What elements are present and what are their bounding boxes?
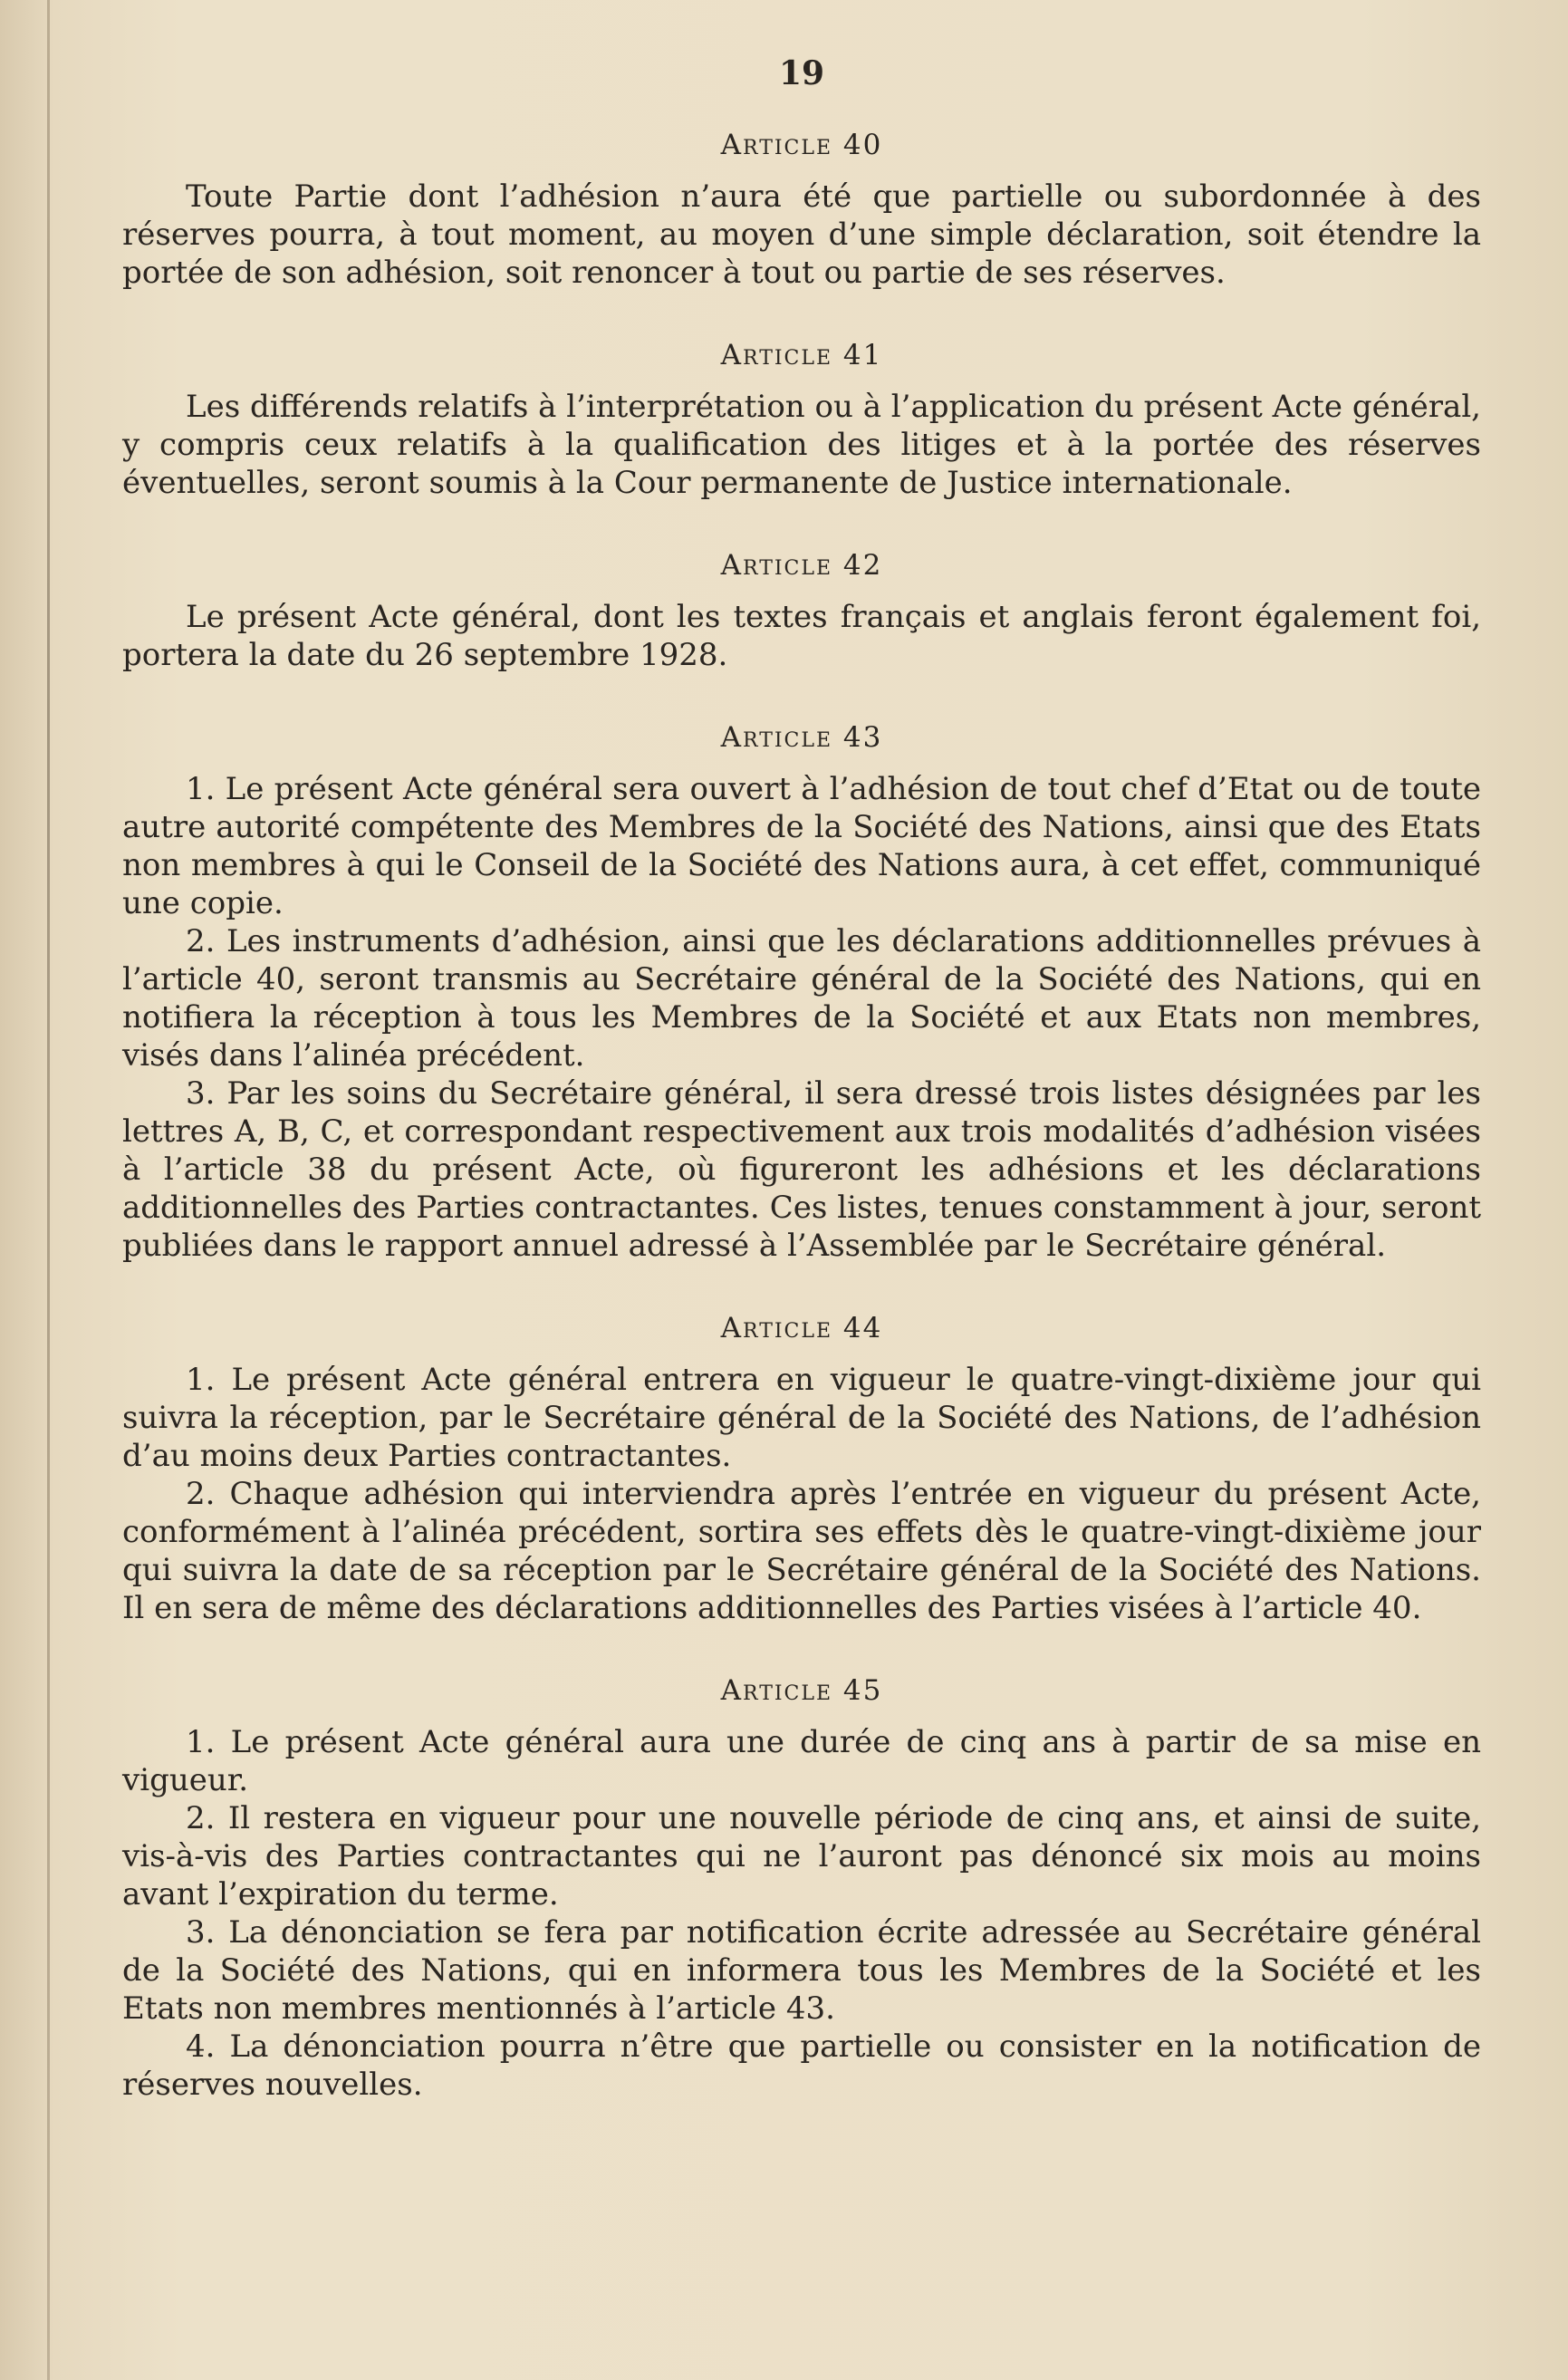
article-heading: Article 41 <box>720 339 883 371</box>
article-paragraph: 2. Chaque adhésion qui interviendra après l’entrée en vigueur du présent Acte, conformément à l’alinéa précédent, sortira ses effets dès le quatre-vingt-dixième jour qui suivra la date de sa réception par le Secrétaire général de la Société des Nations. Il en sera de même des déclarations additionnelles des Parties visées à l’article 40. <box>122 1476 1481 1626</box>
article-paragraph: Le présent Acte général, dont les textes français et anglais feront également foi, portera la date du 26 septembre 1928. <box>122 599 1481 673</box>
binding-gutter <box>47 0 50 2380</box>
article-40 <box>122 129 1481 292</box>
article-42 <box>122 549 1481 674</box>
article-heading: Article 43 <box>720 721 883 754</box>
article-paragraph: 1. Le présent Acte général aura une durée de cinq ans à partir de sa mise en vigueur. <box>122 1724 1481 1798</box>
article-paragraph: 3. La dénonciation se fera par notification écrite adressée au Secrétaire général de la Société des Nations, qui en informera tous les Membres de la Société et les Etats non membres mentionnés à l’article 43. <box>122 1914 1481 2027</box>
page-number: 19 <box>778 54 825 92</box>
article-heading: Article 42 <box>720 549 883 582</box>
article-45 <box>122 1674 1481 2104</box>
article-paragraph: Toute Partie dont l’adhésion n’aura été que partielle ou subordonnée à des réserves pourra, à tout moment, au moyen d’une simple déclaration, soit étendre la portée de son adhésion, soit renoncer à tout ou partie de ses réserves. <box>122 178 1481 291</box>
article-paragraph: 4. La dénonciation pourra n’être que partielle ou consister en la notification de réserves nouvelles. <box>122 2028 1481 2103</box>
article-paragraph: Les différends relatifs à l’interprétation ou à l’application du présent Acte général, y compris ceux relatifs à la qualification des litiges et à la portée des réserves éventuelles, seront soumis à la Cour permanente de Justice internationale. <box>122 389 1481 501</box>
article-heading: Article 44 <box>720 1312 883 1344</box>
article-paragraph: 2. Les instruments d’adhésion, ainsi que les déclarations additionnelles prévues à l’article 40, seront transmis au Secrétaire général de la Société des Nations, qui en notifiera la réception à tous les Membres de la Société et aux Etats non membres, visés dans l’alinéa précédent. <box>122 923 1481 1074</box>
article-heading: Article 40 <box>720 129 883 161</box>
article-43 <box>122 721 1481 1265</box>
article-paragraph: 2. Il restera en vigueur pour une nouvelle période de cinq ans, et ainsi de suite, vis-à-vis des Parties contractantes qui ne l’auront pas dénoncé six mois au moins avant l’expiration du terme. <box>122 1800 1481 1913</box>
article-41 <box>122 339 1481 502</box>
article-paragraph: 1. Le présent Acte général sera ouvert à l’adhésion de tout chef d’Etat ou de toute autre autorité compétente des Membres de la Société des Nations, ainsi que des Etats non membres à qui le Conseil de la Société des Nations aura, à cet effet, communiqué une copie. <box>122 771 1481 921</box>
article-44 <box>122 1312 1481 1627</box>
article-paragraph: 3. Par les soins du Secrétaire général, il sera dressé trois listes désignées par les lettres A, B, C, et correspondant respectivement aux trois modalités d’adhésion visées à l’article 38 du présent Acte, où figureront les adhésions et les déclarations additionnelles des Parties contractantes. Ces listes, tenues constamment à jour, seront publiées dans le rapport annuel adressé à l’Assemblée par le Secrétaire général. <box>122 1075 1481 1264</box>
article-paragraph: 1. Le présent Acte général entrera en vigueur le quatre-vingt-dixième jour qui suivra la réception, par le Secrétaire général de la Société des Nations, de l’adhésion d’au moins deux Parties contractantes. <box>122 1362 1481 1474</box>
page-content <box>122 54 1481 2151</box>
article-heading: Article 45 <box>720 1674 883 1707</box>
